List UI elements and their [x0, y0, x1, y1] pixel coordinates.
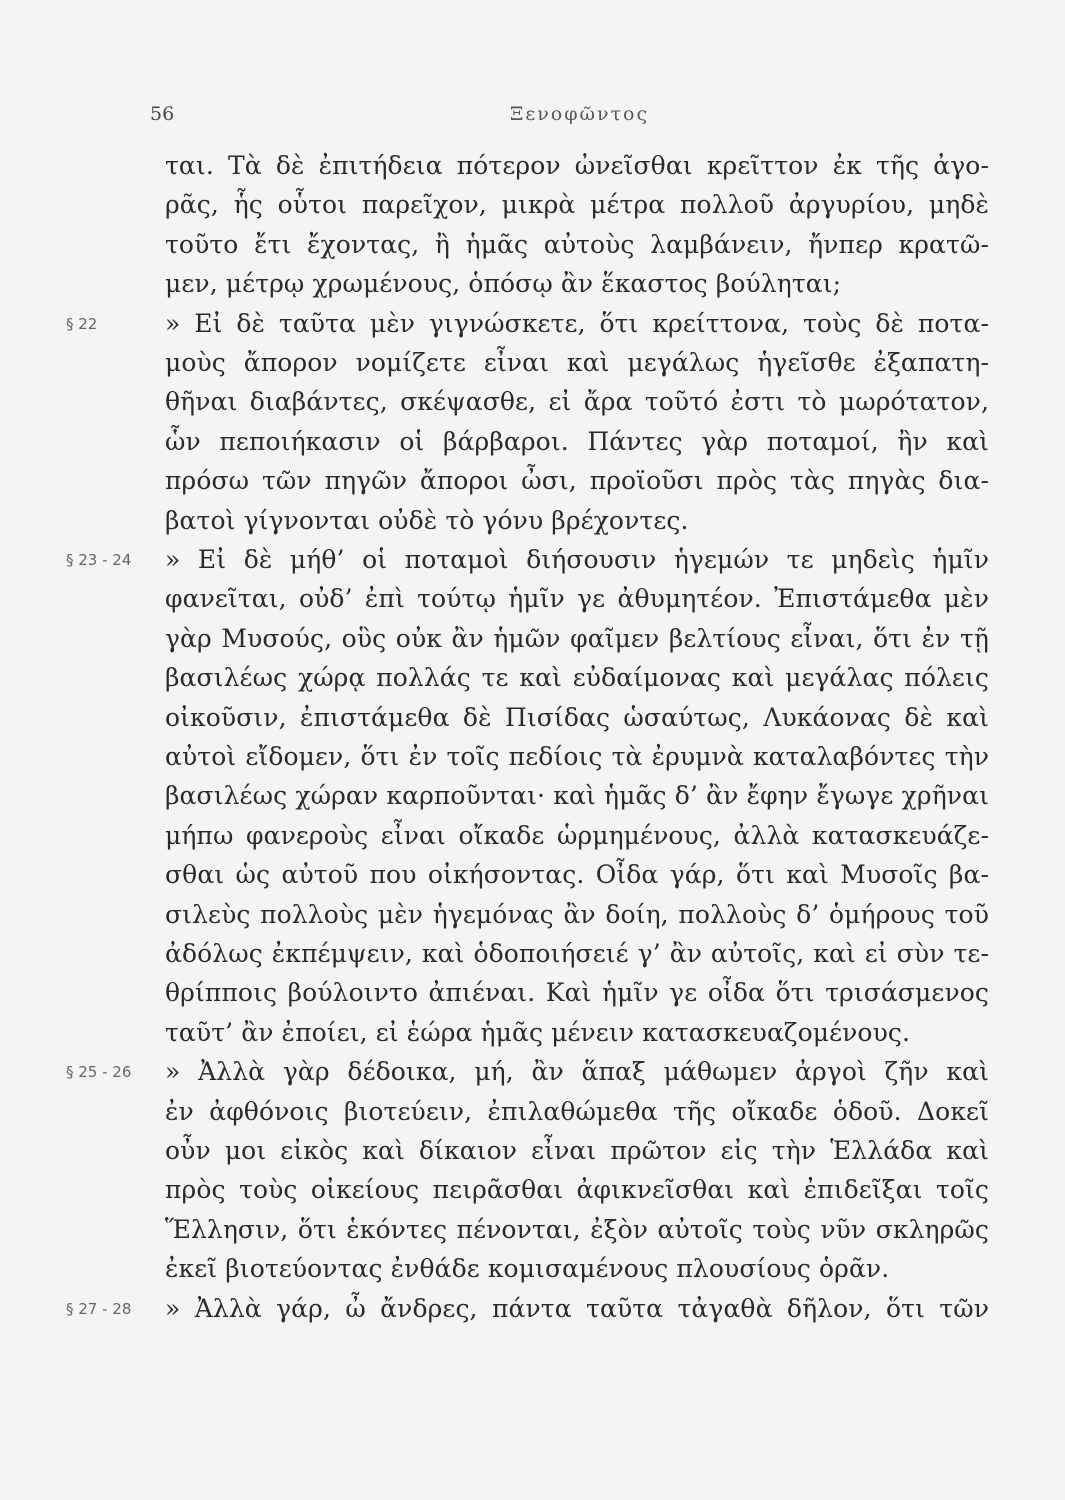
- text-line: σιλεὺς πολλοὺς μὲν ἡγεμόνας ἂν δοίη, πολλοὺς δ’ ὁμήρους τοῦ: [165, 899, 989, 929]
- text-line: » Εἰ δὲ μήθ’ οἱ ποταμοὶ διήσουσιν ἡγεμών τε μηδεὶς ἡμῖν: [165, 545, 989, 574]
- section-marker: § 25 - 26: [66, 1063, 132, 1082]
- text-line: οἰκοῦσιν, ἐπιστάμεθα δὲ Πισίδας ὡσαύτως, Λυκάονας δὲ καὶ: [165, 702, 989, 732]
- running-title: Ξενοφῶντος: [510, 103, 650, 125]
- text-line: ὧν πεποιήκασιν οἱ βάρβαροι. Πάντες γὰρ ποταμοί, ἢν καὶ: [165, 426, 989, 456]
- text-line: σθαι ὡς αὐτοῦ που οἰκήσοντας. Οἶδα γάρ, ὅτι καὶ Μυσοῖς βα-: [165, 860, 989, 890]
- text-line: φανεῖται, οὐδ’ ἐπὶ τούτῳ ἡμῖν γε ἀθυμητέον. Ἐπιστάμεθα μὲν: [165, 584, 989, 614]
- text-line: οὖν μοι εἰκὸς καὶ δίκαιον εἶναι πρῶτον εἰς τὴν Ἑλλάδα καὶ: [165, 1136, 989, 1165]
- text-line: γὰρ Μυσούς, οὓς οὐκ ἂν ἡμῶν φαῖμεν βελτίους εἶναι, ὅτι ἐν τῇ: [165, 623, 989, 653]
- text-line: μοὺς ἄπορον νομίζετε εἶναι καὶ μεγάλως ἡγεῖσθε ἐξαπατη-: [165, 348, 989, 377]
- text-line: » Ἀλλὰ γὰρ δέδοικα, μή, ἂν ἅπαξ μάθωμεν ἀργοὶ ζῆν καὶ: [165, 1057, 989, 1087]
- text-line: ται. Τὰ δὲ ἐπιτήδεια πότερον ὠνεῖσθαι κρεῖττον ἐκ τῆς ἀγο-: [165, 151, 989, 180]
- text-line: ταῦτ’ ἂν ἐποίει, εἰ ἑώρα ἡμᾶς μένειν κατασκευαζομένους.: [165, 1017, 911, 1047]
- text-line: » Εἰ δὲ ταῦτα μὲν γιγνώσκετε, ὅτι κρείττονα, τοὺς δὲ ποτα-: [165, 308, 989, 338]
- text-line: ἀδόλως ἐκπέμψειν, καὶ ὁδοποιήσειέ γ’ ἂν αὐτοῖς, καὶ εἰ σὺν τε-: [165, 939, 989, 968]
- text-line: πρὸς τοὺς οἰκείους πειρᾶσθαι ἀφικνεῖσθαι καὶ ἐπιδεῖξαι τοῖς: [165, 1175, 989, 1205]
- text-line: ρᾶς, ἧς οὗτοι παρεῖχον, μικρὰ μέτρα πολλοῦ ἀργυρίου, μηδὲ: [165, 190, 989, 220]
- section-marker: § 27 - 28: [66, 1299, 132, 1318]
- text-line: θῆναι διαβάντες, σκέψασθε, εἰ ἄρα τοῦτό ἐστι τὸ μωρότατον,: [165, 387, 989, 417]
- text-line: θρίπποις βούλοιντο ἀπιέναι. Καὶ ἡμῖν γε οἶδα ὅτι τρισάσμενος: [165, 978, 989, 1008]
- text-line: αὐτοὶ εἴδομεν, ὅτι ἐν τοῖς πεδίοις τὰ ἐρυμνὰ καταλαβόντες τὴν: [165, 742, 989, 771]
- text-line: βασιλέως χώραν καρποῦνται· καὶ ἡμᾶς δ’ ἂν ἔφην ἔγωγε χρῆναι: [165, 781, 989, 811]
- page-number: 56: [150, 103, 175, 125]
- page-header: [150, 103, 930, 133]
- text-line: βατοὶ γίγνονται οὐδὲ τὸ γόνυ βρέχοντες.: [165, 505, 689, 535]
- text-line: ἐν ἀφθόνοις βιοτεύειν, ἐπιλαθώμεθα τῆς οἴκαδε ὁδοῦ. Δοκεῖ: [165, 1096, 989, 1126]
- text-line: μεν, μέτρῳ χρωμένους, ὁπόσῳ ἂν ἕκαστος βούληται;: [165, 269, 842, 299]
- text-line: πρόσω τῶν πηγῶν ἄποροι ὦσι, προϊοῦσι πρὸς τὰς πηγὰς δια-: [165, 466, 989, 496]
- text-line: τοῦτο ἔτι ἔχοντας, ἢ ἡμᾶς αὐτοὺς λαμβάνειν, ἤνπερ κρατῶ-: [165, 229, 989, 259]
- text-line: » Ἀλλὰ γάρ, ὦ ἄνδρες, πάντα ταῦτα τἀγαθὰ δῆλον, ὅτι τῶν: [165, 1293, 989, 1323]
- text-line: ἐκεῖ βιοτεύοντας ἐνθάδε κομισαμένους πλουσίους ὁρᾶν.: [165, 1254, 890, 1284]
- text-line: μήπω φανεροὺς εἶναι οἴκαδε ὡρμημένους, ἀλλὰ κατασκευάζε-: [165, 820, 989, 850]
- section-marker: § 22: [66, 314, 98, 333]
- text-line: Ἕλλησιν, ὅτι ἑκόντες πένονται, ἐξὸν αὐτοῖς τοὺς νῦν σκληρῶς: [165, 1214, 989, 1244]
- section-marker: § 23 - 24: [66, 551, 132, 569]
- text-line: βασιλέως χώρᾳ πολλάς τε καὶ εὐδαίμονας καὶ μεγάλας πόλεις: [165, 663, 989, 693]
